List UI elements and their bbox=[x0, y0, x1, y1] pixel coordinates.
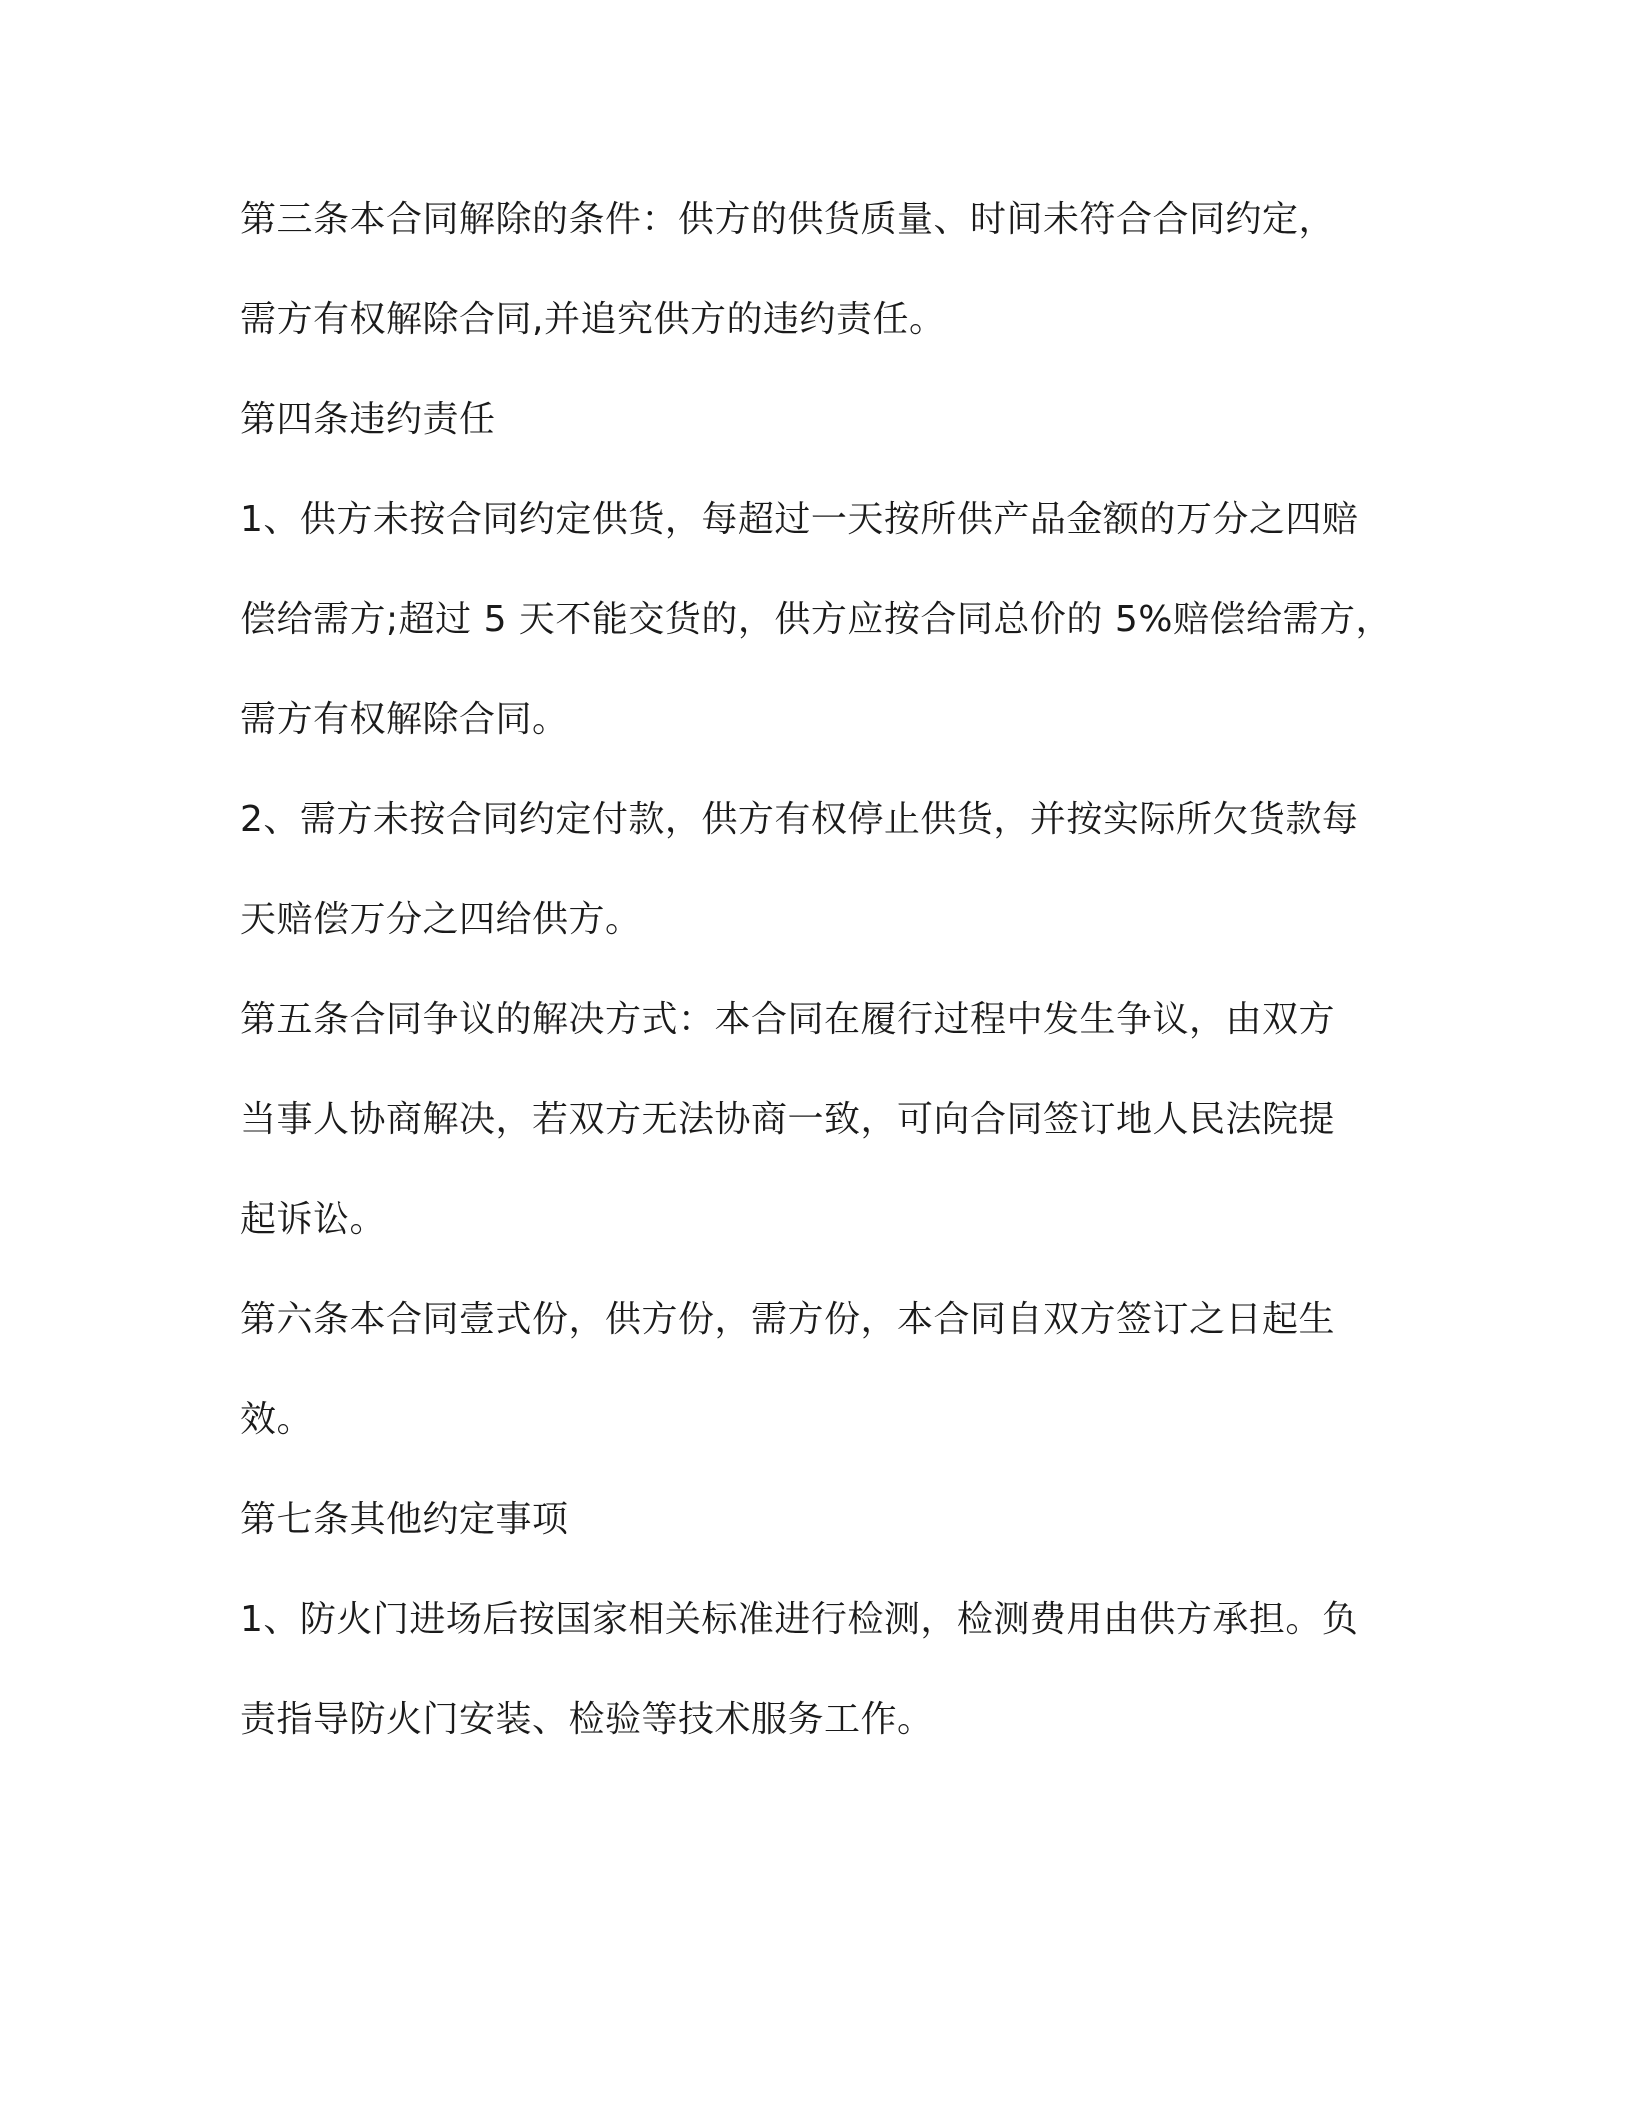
article-4-item-1-line-3: 需方有权解除合同。 bbox=[240, 699, 569, 740]
article-5-line-2: 当事人协商解决，若双方无法协商一致，可向合同签订地人民法院提 bbox=[240, 1099, 1336, 1140]
article-7-item-1-line-1: 1、防火门进场后按国家相关标准进行检测，检测费用由供方承担。负 bbox=[240, 1599, 1359, 1640]
article-4-item-1-line-2: 偿给需方;超过 5 天不能交货的，供方应按合同总价的 5%赔偿给需方， bbox=[240, 599, 1392, 640]
article-7-item-1-line-2: 责指导防火门安装、检验等技术服务工作。 bbox=[240, 1699, 934, 1740]
article-7-heading: 第七条其他约定事项 bbox=[240, 1499, 569, 1540]
article-4-item-2-line-2: 天赔偿万分之四给供方。 bbox=[240, 899, 642, 940]
article-5-line-1: 第五条合同争议的解决方式：本合同在履行过程中发生争议，由双方 bbox=[240, 999, 1336, 1040]
article-6-line-1: 第六条本合同壹式份，供方份，需方份，本合同自双方签订之日起生 bbox=[240, 1299, 1336, 1340]
article-4-item-1-line-1: 1、供方未按合同约定供货，每超过一天按所供产品金额的万分之四赔 bbox=[240, 499, 1359, 540]
article-6-line-2: 效。 bbox=[240, 1399, 314, 1440]
article-3-line-2: 需方有权解除合同,并追究供方的违约责任。 bbox=[240, 299, 946, 340]
article-3-line-1: 第三条本合同解除的条件：供方的供货质量、时间未符合合同约定， bbox=[240, 199, 1336, 240]
article-5-line-3: 起诉讼。 bbox=[240, 1199, 387, 1240]
article-4-heading: 第四条违约责任 bbox=[240, 399, 496, 440]
article-4-item-2-line-1: 2、需方未按合同约定付款，供方有权停止供货，并按实际所欠货款每 bbox=[240, 799, 1359, 840]
